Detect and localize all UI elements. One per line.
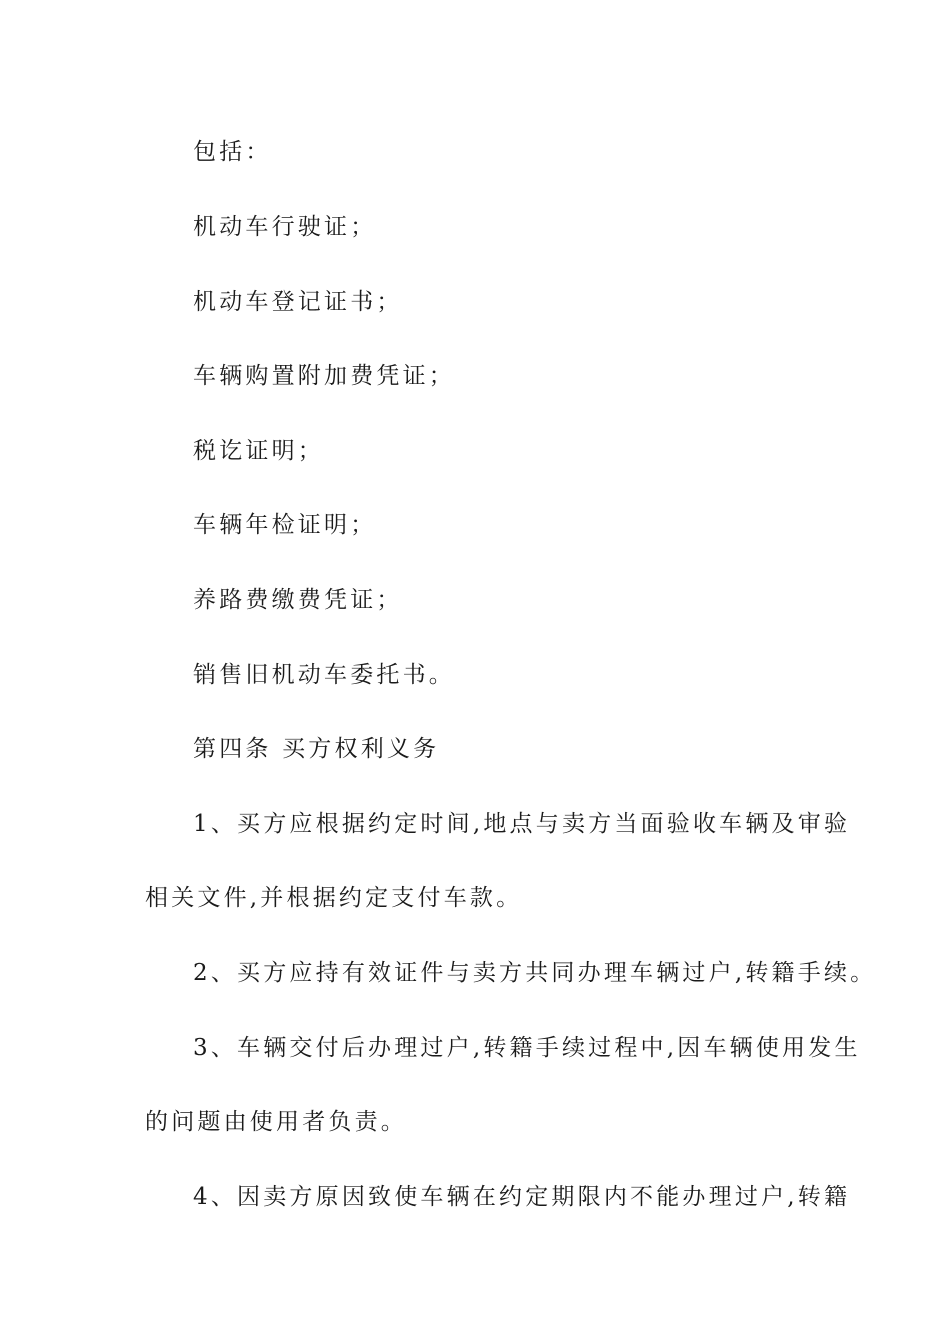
clause-1-line-1: 1、买方应根据约定时间,地点与卖方当面验收车辆及审验 xyxy=(193,811,851,837)
text-line-annual-inspection: 车辆年检证明； xyxy=(193,512,377,538)
text-line-tax-clearance: 税讫证明； xyxy=(193,438,324,464)
text-line-driving-license: 机动车行驶证； xyxy=(193,214,377,240)
clause-3-line-2: 的问题由使用者负责。 xyxy=(145,1109,407,1135)
text-line-road-maintenance-fee: 养路费缴费凭证； xyxy=(193,587,403,613)
section-heading-article-four: 第四条 买方权利义务 xyxy=(193,736,440,762)
text-line-registration-certificate: 机动车登记证书； xyxy=(193,289,403,315)
clause-3-line-1: 3、车辆交付后办理过户,转籍手续过程中,因车辆使用发生 xyxy=(193,1035,861,1061)
text-line-purchase-fee-voucher: 车辆购置附加费凭证； xyxy=(193,363,455,389)
clause-4-line-1: 4、因卖方原因致使车辆在约定期限内不能办理过户,转籍 xyxy=(193,1184,851,1210)
clause-1-line-2: 相关文件,并根据约定支付车款。 xyxy=(145,885,523,911)
text-line-sales-entrustment: 销售旧机动车委托书。 xyxy=(193,662,455,688)
clause-2-line-1: 2、买方应持有效证件与卖方共同办理车辆过户,转籍手续。 xyxy=(193,960,877,986)
text-line-included-docs: 包括： xyxy=(193,139,272,165)
